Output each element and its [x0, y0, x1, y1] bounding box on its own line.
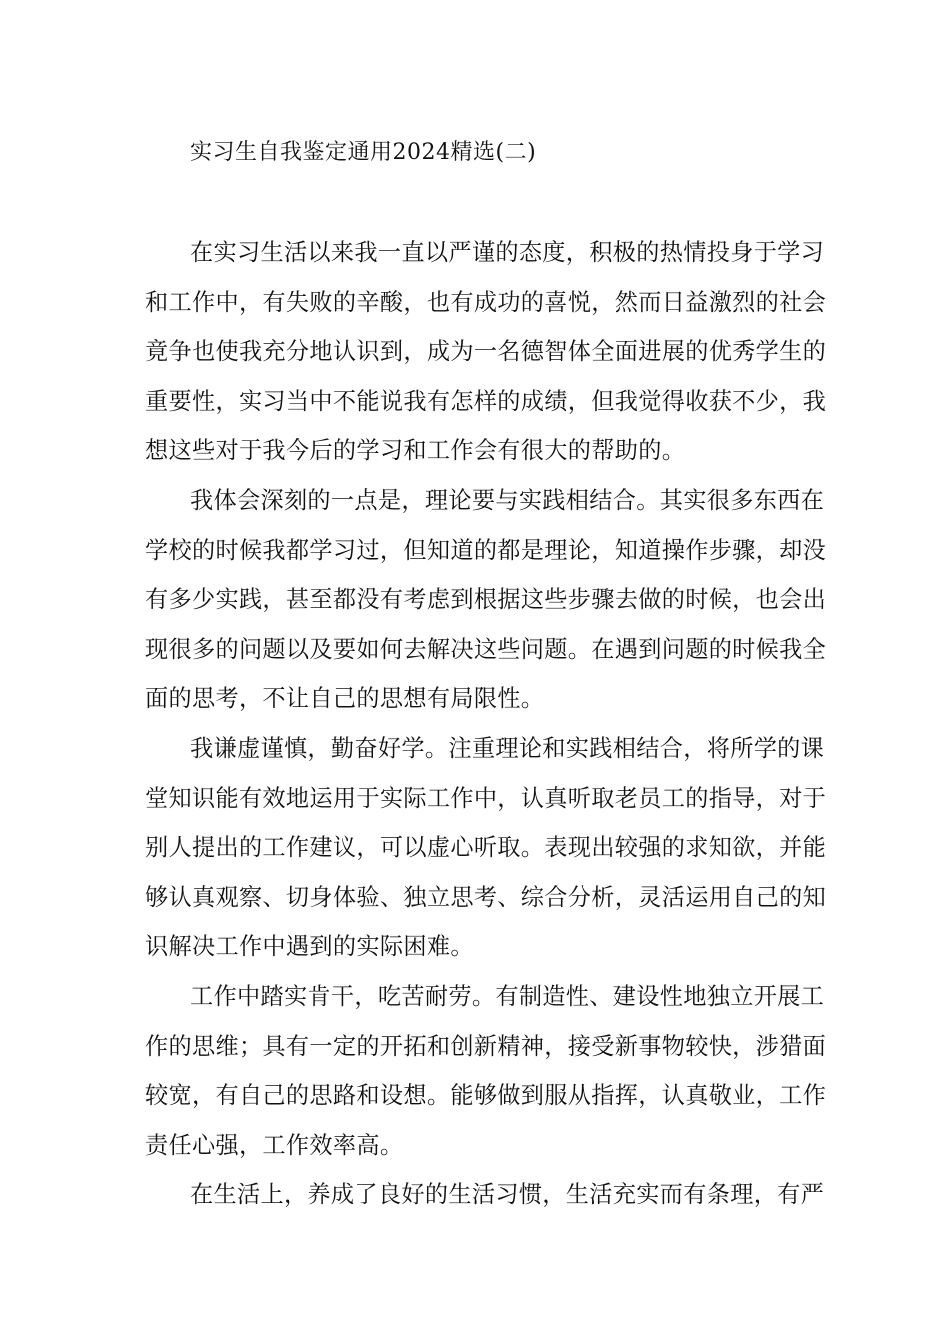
paragraph	[145, 724, 827, 972]
text-line: 竟争也使我充分地认识到，成为一名德智体全面进展的优秀学生的	[145, 338, 827, 366]
text-line: 作的思维；具有一定的开拓和创新精神，接受新事物较快，涉猎面	[145, 1032, 827, 1060]
document-title: 实习生自我鉴定通用2024精选(二)	[190, 140, 537, 165]
paragraph	[145, 1170, 825, 1220]
text-line: 责任心强，工作效率高。	[145, 1131, 404, 1159]
text-line: 想这些对于我今后的学习和工作会有很大的帮助的。	[145, 437, 686, 465]
text-line: 有多少实践，甚至都没有考虑到根据这些步骤去做的时候，也会出	[145, 586, 827, 614]
document-body	[145, 228, 827, 1220]
text-line: 较宽，有自己的思路和设想。能够做到服从指挥，认真敬业，工作	[145, 1082, 827, 1110]
text-line: 面的思考，不让自己的思想有局限性。	[145, 685, 545, 713]
text-line: 在实习生活以来我一直以严谨的态度，积极的热情投身于学习	[190, 239, 825, 266]
paragraph	[145, 972, 827, 1170]
text-line: 学校的时候我都学习过，但知道的都是理论，知道操作步骤，却没	[145, 536, 827, 564]
text-line: 在生活上，养成了良好的生活习惯，生活充实而有条理，有严	[190, 1181, 825, 1209]
text-line: 够认真观察、切身体验、独立思考、综合分析，灵活运用自己的知	[145, 883, 827, 911]
text-line: 和工作中，有失败的辛酸，也有成功的喜悦，然而日益激烈的社会	[145, 288, 827, 316]
text-line: 别人提出的工作建议，可以虚心听取。表现出较强的求知欲，并能	[145, 834, 827, 862]
text-line: 重要性，实习当中不能说我有怎样的成绩，但我觉得收获不少，我	[145, 387, 827, 415]
paragraph	[145, 476, 827, 724]
text-line: 堂知识能有效地运用于实际工作中，认真听取老员工的指导，对于	[145, 784, 827, 812]
text-line: 现很多的问题以及要如何去解决这些问题。在遇到问题的时候我全	[145, 635, 827, 663]
text-line: 工作中踏实肯干，吃苦耐劳。有制造性、建设性地独立开展工	[190, 982, 825, 1010]
text-line: 我谦虚谨慎，勤奋好学。注重理论和实践相结合，将所学的课	[190, 734, 825, 762]
text-line: 我体会深刻的一点是，理论要与实践相结合。其实很多东西在	[190, 486, 825, 514]
paragraph	[145, 228, 827, 476]
text-line: 识解决工作中遇到的实际困难。	[145, 933, 474, 961]
